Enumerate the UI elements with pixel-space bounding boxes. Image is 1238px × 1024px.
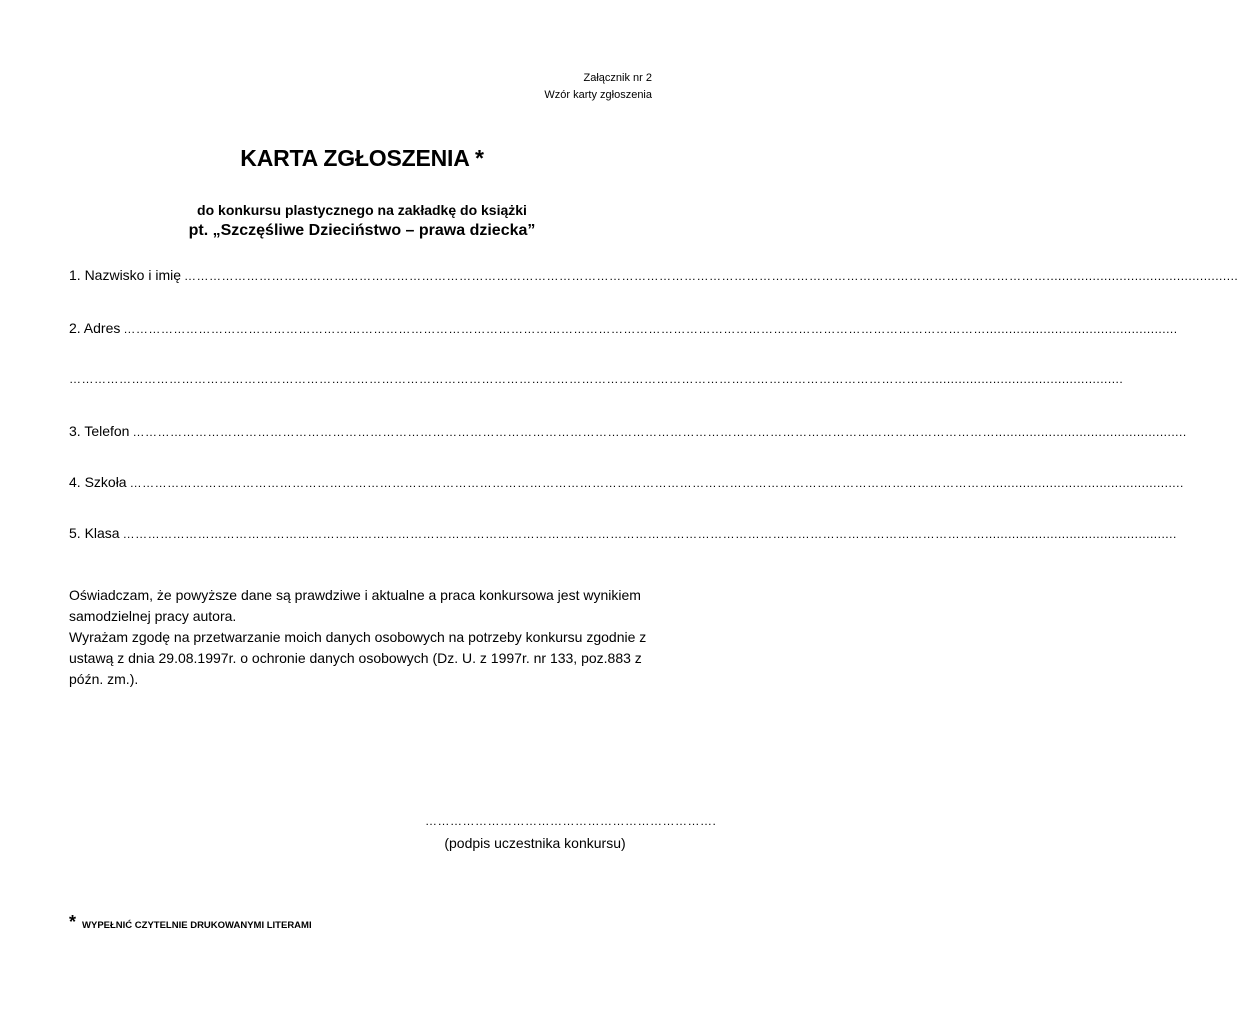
signature-label: (podpis uczestnika konkursu)	[444, 835, 626, 851]
signature-dotted-line: …………………………………………………………….	[425, 814, 717, 828]
form-subtitle: do konkursu plastycznego na zakładkę do książki	[197, 202, 527, 218]
field-name-label: 1. Nazwisko i imię	[69, 267, 182, 283]
declaration-data-consent: Wyrażam zgodę na przetwarzanie moich danych osobowych na potrzeby konkursu zgodnie z ustawą z dnia 29.08.1997r. o ochronie danych osobowych (Dz. U. z 1997r. nr 133, poz.883 z późn. zm.).	[69, 629, 647, 687]
footnote-text: WYPEŁNIĆ CZYTELNIE DRUKOWANYMI LITERAMI	[82, 920, 312, 931]
attachment-header	[544, 70, 652, 104]
field-school	[69, 474, 1184, 490]
form-title: KARTA ZGŁOSZENIA *	[240, 145, 484, 171]
field-class	[69, 525, 1177, 541]
field-address-continuation-dotted-line: ………………………………………………………………………………………………………………………………………………………………………………………..................................................	[69, 372, 1124, 386]
field-address	[69, 320, 1178, 336]
field-phone-dotted-line: ………………………………………………………………………………………………………………………………………………………………………………………..................................................	[132, 425, 1187, 439]
declaration	[69, 585, 659, 690]
field-phone-label: 3. Telefon	[69, 423, 130, 439]
field-address-label: 2. Adres	[69, 320, 121, 336]
field-name-dotted-line: ………………………………………………………………………………………………………………………………………………………………………………………..................................................	[184, 269, 1238, 283]
field-school-label: 4. Szkoła	[69, 474, 127, 490]
attachment-description: Wzór karty zgłoszenia	[544, 89, 652, 101]
field-address-dotted-line: ………………………………………………………………………………………………………………………………………………………………………………………..................................................	[123, 322, 1178, 336]
field-school-dotted-line: ………………………………………………………………………………………………………………………………………………………………………………………..................................................	[129, 476, 1184, 490]
footnote-asterisk: *	[69, 912, 77, 932]
contest-name: pt. „Szczęśliwe Dzieciństwo – prawa dziecka”	[188, 222, 536, 239]
footnote	[69, 912, 312, 933]
field-class-dotted-line: ………………………………………………………………………………………………………………………………………………………………………………………..................................................	[122, 527, 1177, 541]
attachment-number: Załącznik nr 2	[583, 72, 652, 84]
declaration-truthfulness: Oświadczam, że powyższe dane są prawdziwe i aktualne a praca konkursowa jest wynikiem samodzielnej pracy autora.	[69, 587, 641, 624]
field-address-continuation	[69, 372, 1124, 386]
field-phone	[69, 423, 1187, 439]
field-class-label: 5. Klasa	[69, 525, 120, 541]
field-name	[69, 267, 1238, 283]
